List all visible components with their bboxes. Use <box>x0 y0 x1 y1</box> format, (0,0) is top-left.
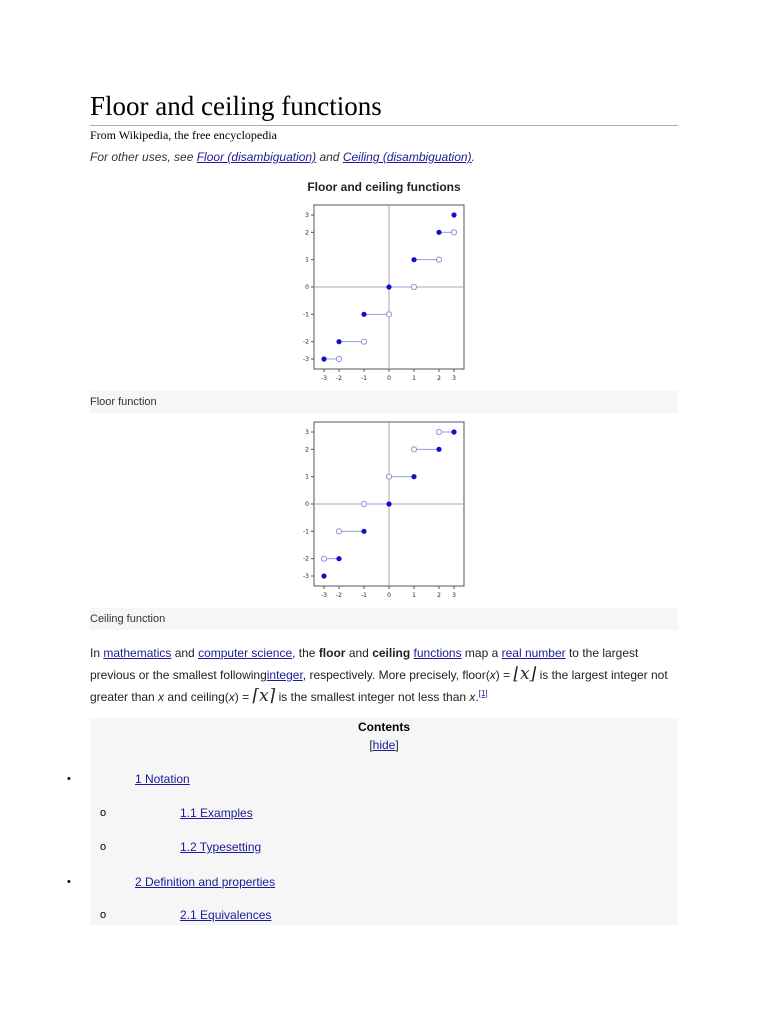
closed-point <box>386 501 391 506</box>
closed-point <box>436 447 441 452</box>
toc-sub-bullet: o <box>100 909 107 921</box>
table-of-contents <box>90 718 678 925</box>
computer-science-link[interactable]: computer science <box>198 646 293 660</box>
open-point <box>336 529 341 534</box>
y-tick-label: 3 <box>305 212 309 219</box>
lead-text: to the largest previous or the smallest following <box>90 646 639 682</box>
lead-paragraph <box>90 642 680 708</box>
lead-text: ) = <box>234 690 253 704</box>
x-tick-label: 0 <box>387 592 391 597</box>
y-tick-label: -2 <box>303 338 309 346</box>
ceiling-function-chart[interactable] <box>302 417 474 597</box>
toc-hide-control <box>90 738 678 752</box>
lead-text: . <box>475 690 479 704</box>
floor-expression: ⌊x⌋ <box>513 664 537 684</box>
toc-bracket: ] <box>395 738 399 752</box>
floor-function-caption: Floor function <box>90 391 678 413</box>
toc-item-notation[interactable]: 1 Notation <box>135 772 190 786</box>
y-tick-label: 0 <box>305 284 309 291</box>
open-point <box>386 312 391 317</box>
ceiling-function-caption: Ceiling function <box>90 608 678 630</box>
floor-term: floor <box>318 646 346 660</box>
toc-bracket: [ <box>369 738 373 752</box>
toc-item-definition-properties[interactable]: 2 Definition and properties <box>135 875 276 889</box>
x-tick-label: 1 <box>412 375 416 380</box>
hatnote <box>90 150 475 164</box>
ceiling-expression: ⌈x⌉ <box>252 686 276 706</box>
y-tick-label: -2 <box>303 555 309 563</box>
y-tick-label: 3 <box>305 429 309 436</box>
hatnote-suffix: . <box>471 150 475 164</box>
y-tick-label: 1 <box>305 256 309 264</box>
closed-point <box>451 212 456 217</box>
closed-point <box>336 556 341 561</box>
lead-text: is the smallest integer not less than <box>275 690 470 704</box>
y-tick-label: 0 <box>305 501 309 508</box>
toc-bullet: • <box>67 876 71 888</box>
y-tick-label: -1 <box>303 311 309 319</box>
open-point <box>451 230 456 235</box>
functions-link[interactable]: functions <box>413 646 462 660</box>
toc-title: Contents <box>358 720 410 734</box>
open-point <box>361 339 366 344</box>
open-point <box>436 257 441 262</box>
reference-link[interactable]: [1] <box>478 689 488 698</box>
variable-x: x <box>228 690 235 704</box>
ceiling-disambiguation-link[interactable]: Ceiling (disambiguation) <box>342 150 472 164</box>
real-number-link[interactable]: real number <box>501 646 566 660</box>
figure-title: Floor and ceiling functions <box>307 180 461 194</box>
closed-point <box>321 356 326 361</box>
lead-text: and <box>171 646 199 660</box>
y-tick-label: -3 <box>303 573 309 580</box>
floor-disambiguation-link[interactable]: Floor (disambiguation) <box>196 150 317 164</box>
lead-text: , the <box>292 646 319 660</box>
closed-point <box>321 573 326 578</box>
y-tick-label: 2 <box>305 446 309 454</box>
x-tick-label: 3 <box>452 375 456 380</box>
x-tick-label: -2 <box>336 375 342 380</box>
x-tick-label: 3 <box>452 592 456 597</box>
open-point <box>386 474 391 479</box>
closed-point <box>361 529 366 534</box>
x-tick-label: 0 <box>387 375 391 380</box>
floor-function-chart[interactable] <box>302 200 474 380</box>
open-point <box>411 447 416 452</box>
y-tick-label: -3 <box>303 356 309 363</box>
closed-point <box>386 284 391 289</box>
lead-text: , respectively. More precisely, floor( <box>302 668 490 682</box>
toc-sub-bullet: o <box>100 841 107 853</box>
x-tick-label: 2 <box>437 592 441 597</box>
toc-item-examples[interactable]: 1.1 Examples <box>180 806 253 820</box>
toc-item-equivalences[interactable]: 2.1 Equivalences <box>180 908 272 922</box>
integer-link[interactable]: integer <box>266 668 303 682</box>
lead-text: ) = <box>495 668 514 682</box>
variable-x: x <box>469 690 476 704</box>
mathematics-link[interactable]: mathematics <box>103 646 172 660</box>
variable-x: x <box>489 668 496 682</box>
toc-sub-bullet: o <box>100 807 107 819</box>
closed-point <box>336 339 341 344</box>
page-title: Floor and ceiling functions <box>90 88 678 126</box>
lead-text: map a <box>461 646 502 660</box>
open-point <box>436 429 441 434</box>
toc-item-typesetting[interactable]: 1.2 Typesetting <box>180 840 262 854</box>
x-tick-label: 2 <box>437 375 441 380</box>
x-tick-label: 1 <box>412 592 416 597</box>
hatnote-middle: and <box>316 150 343 164</box>
open-point <box>361 501 366 506</box>
lead-text: and ceiling( <box>164 690 229 704</box>
x-tick-label: -2 <box>336 592 342 597</box>
hatnote-prefix: For other uses, see <box>90 150 197 164</box>
lead-text: and <box>345 646 373 660</box>
open-point <box>336 356 341 361</box>
y-tick-label: 2 <box>305 229 309 237</box>
x-tick-label: -1 <box>361 592 367 597</box>
y-tick-label: 1 <box>305 473 309 481</box>
closed-point <box>411 474 416 479</box>
open-point <box>321 556 326 561</box>
closed-point <box>451 429 456 434</box>
ceiling-term: ceiling <box>372 646 411 660</box>
toc-bullet: • <box>67 773 71 785</box>
lead-text: is the largest integer not greater than <box>90 668 668 704</box>
closed-point <box>361 312 366 317</box>
tagline: From Wikipedia, the free encyclopedia <box>90 128 277 142</box>
closed-point <box>411 257 416 262</box>
variable-x: x <box>158 690 165 704</box>
x-tick-label: -1 <box>361 375 367 380</box>
x-tick-label: -3 <box>321 592 327 597</box>
x-tick-label: -3 <box>321 375 327 380</box>
open-point <box>411 284 416 289</box>
y-tick-label: -1 <box>303 528 309 536</box>
closed-point <box>436 230 441 235</box>
lead-text: In <box>90 646 104 660</box>
toc-hide-link[interactable]: hide <box>372 738 396 752</box>
